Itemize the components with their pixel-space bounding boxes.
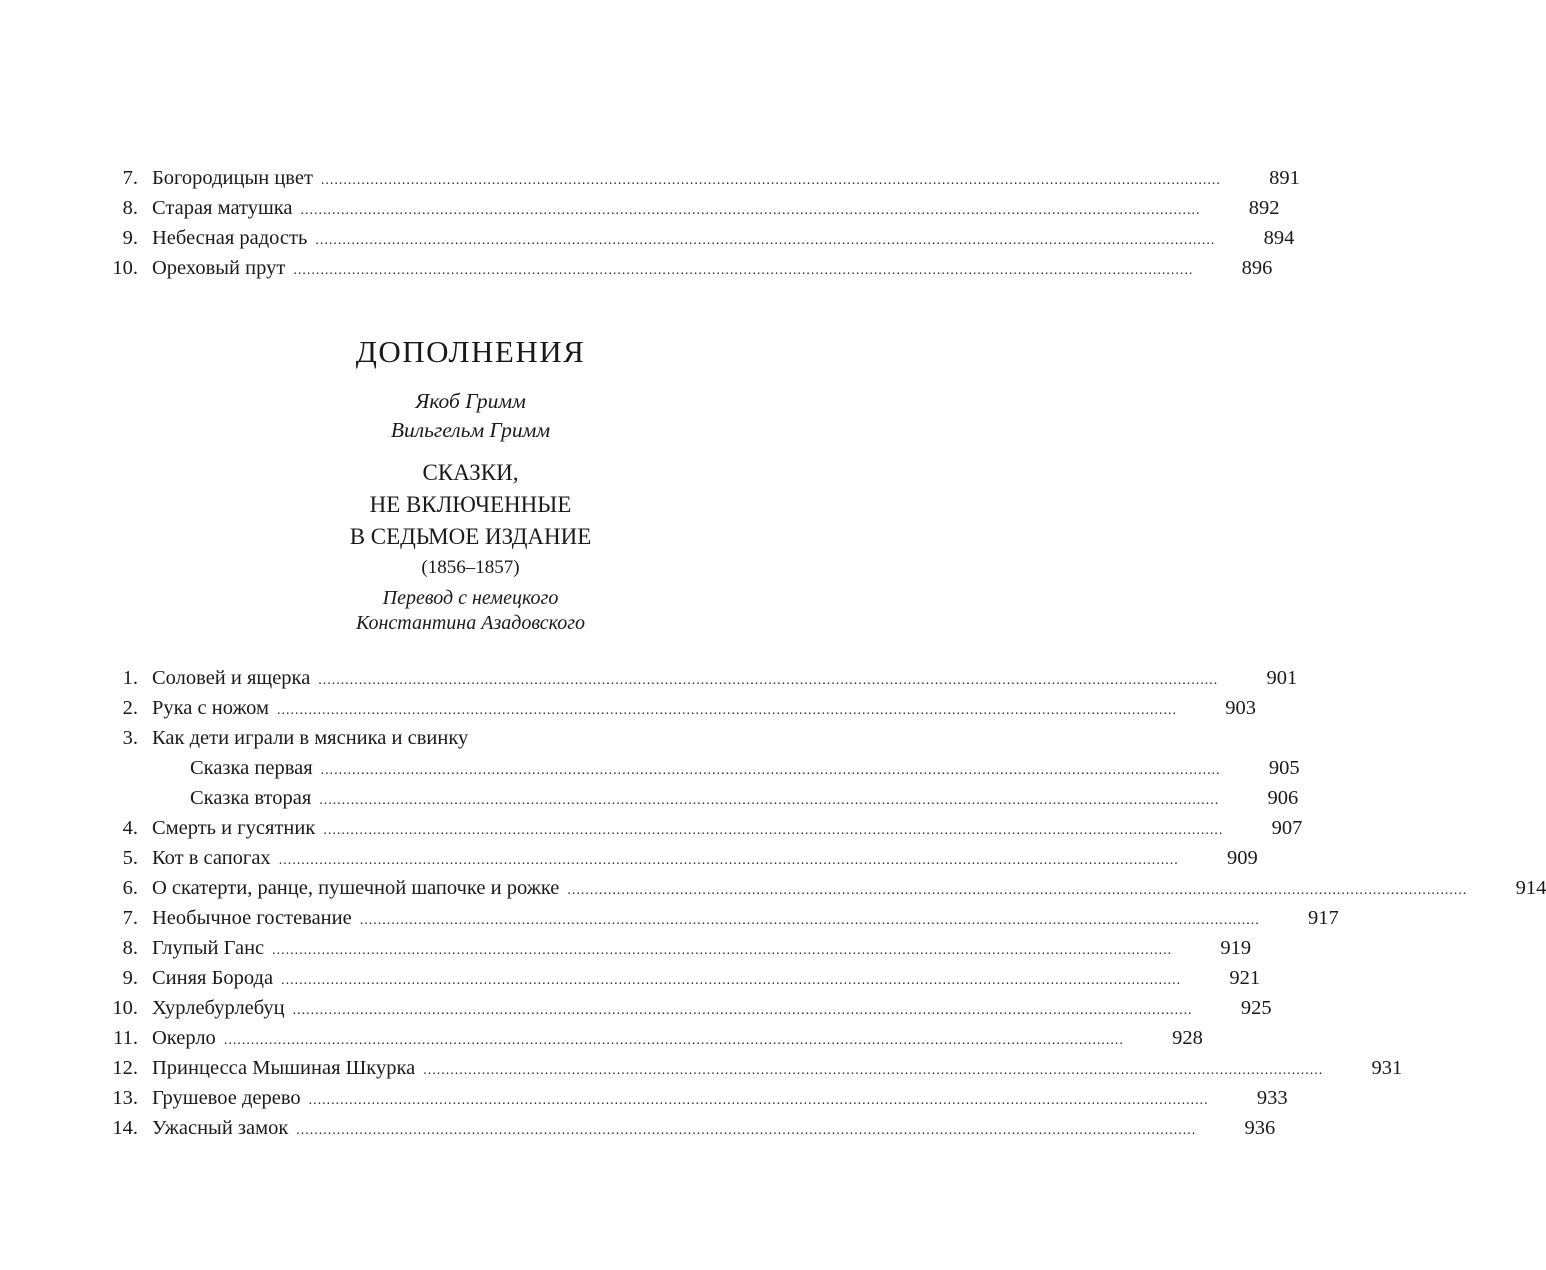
dot-leader: ........................................................................................................................................................................................................ (296, 1123, 1197, 1138)
toc-list-main (100, 663, 1546, 1143)
toc-list-top (100, 163, 1300, 283)
toc-entry[interactable] (100, 813, 1303, 843)
entry-title: Сказка первая (190, 757, 313, 779)
entry-number: 5. (122, 847, 138, 869)
dot-leader: ........................................................................................................................................................................................................ (278, 853, 1179, 868)
entry-page-number: 936 (1244, 1117, 1276, 1139)
entry-number: 7. (122, 167, 138, 189)
entry-page-number: 907 (1271, 817, 1303, 839)
entry-number: 2. (122, 697, 138, 719)
toc-entry[interactable] (100, 663, 1298, 693)
entry-title: Окерло (152, 1027, 216, 1049)
toc-entry[interactable] (100, 723, 831, 753)
toc-entry[interactable] (100, 993, 1272, 1023)
toc-entry[interactable] (100, 873, 1546, 903)
entry-number: 12. (112, 1057, 138, 1079)
entry-number: 1. (122, 667, 138, 689)
toc-entry[interactable] (100, 163, 1300, 193)
dot-leader: ........................................................................................................................................................................................................ (223, 1033, 1124, 1048)
dot-leader: ........................................................................................................................................................................................................ (300, 203, 1201, 218)
entry-page-number: 928 (1172, 1027, 1203, 1049)
dot-leader: ........................................................................................................................................................................................................ (323, 823, 1224, 838)
entry-title: Принцесса Мышиная Шкурка (152, 1057, 416, 1079)
dot-leader: ........................................................................................................................................................................................................ (567, 883, 1468, 898)
author-wilhelm: Вильгельм Гримм (390, 418, 551, 442)
entry-title: Соловей и ящерка (152, 667, 311, 689)
entry-page-number: 901 (1266, 667, 1298, 689)
entry-title: Грушевое дерево (152, 1087, 301, 1109)
entry-title: Хурлебурлебуц (152, 997, 285, 1019)
entry-page-number: 931 (1371, 1057, 1403, 1079)
entry-page-number: 906 (1267, 787, 1299, 809)
book-title-line-3: В СЕДЬМОЕ ИЗДАНИЕ (349, 524, 592, 549)
entry-title: Ужасный замок (152, 1117, 289, 1139)
book-title-line-2: НЕ ВКЛЮЧЕННЫЕ (369, 492, 572, 517)
entry-title: О скатерти, ранце, пушечной шапочке и рожке (152, 877, 560, 899)
toc-entry[interactable] (100, 1113, 1276, 1143)
entry-number: 7. (122, 907, 138, 929)
entry-number: 13. (112, 1087, 138, 1109)
entry-number: 10. (112, 997, 138, 1019)
entry-number: 9. (122, 227, 138, 249)
toc-entry[interactable] (100, 223, 1295, 253)
dot-leader: ........................................................................................................................................................................................................ (318, 673, 1219, 688)
entry-number: 14. (112, 1117, 138, 1139)
entry-title: Как дети играли в мясника и свинку (152, 727, 469, 749)
toc-entry[interactable] (100, 1023, 1203, 1053)
entry-title: Синяя Борода (152, 967, 274, 989)
entry-page-number: 917 (1307, 907, 1339, 929)
entry-page-number: 925 (1240, 997, 1272, 1019)
toc-entry[interactable] (100, 753, 1300, 783)
entry-page-number: 933 (1256, 1087, 1288, 1109)
toc-entry[interactable] (100, 963, 1261, 993)
toc-entry[interactable] (100, 1083, 1288, 1113)
dot-leader: ........................................................................................................................................................................................................ (276, 703, 1177, 718)
toc-entry[interactable] (100, 1053, 1403, 1083)
entry-number: 3. (122, 727, 138, 749)
years: (1856–1857) (421, 557, 520, 578)
section-heading: ДОПОЛНЕНИЯ (355, 334, 586, 369)
dot-leader: ........................................................................................................................................................................................................ (320, 173, 1221, 188)
entry-title: Необычное гостевание (152, 907, 352, 929)
toc-entry[interactable] (100, 253, 1273, 283)
entry-number: 6. (122, 877, 138, 899)
entry-number: 10. (112, 257, 138, 279)
entry-title: Кот в сапогах (152, 847, 271, 869)
entry-page-number: 909 (1226, 847, 1258, 869)
dot-leader: ........................................................................................................................................................................................................ (272, 943, 1173, 958)
entry-page-number: 896 (1241, 257, 1273, 279)
entry-page-number: 894 (1263, 227, 1295, 249)
toc-entry[interactable] (100, 933, 1252, 963)
toc-entry[interactable] (100, 193, 1280, 223)
entry-title: Ореховый прут (152, 257, 286, 279)
translation-line-2: Константина Азадовского (355, 612, 586, 634)
entry-page-number: 903 (1225, 697, 1256, 719)
dot-leader: ........................................................................................................................................................................................................ (423, 1063, 1324, 1078)
author-jacob: Якоб Гримм (415, 389, 526, 413)
dot-leader: ........................................................................................................................................................................................................ (319, 793, 1220, 808)
entry-page-number: 891 (1269, 167, 1300, 189)
entry-page-number: 914 (1515, 877, 1546, 899)
toc-entry[interactable] (100, 693, 1256, 723)
dot-leader: ........................................................................................................................................................................................................ (281, 973, 1182, 988)
entry-number: 11. (113, 1027, 138, 1049)
toc-entry[interactable] (100, 783, 1299, 813)
translation-line-1: Перевод с немецкого (382, 587, 559, 609)
entry-page-number: 921 (1229, 967, 1261, 989)
entry-page-number: 892 (1248, 197, 1280, 219)
book-title-line-1: СКАЗКИ, (422, 460, 519, 485)
entry-number: 8. (122, 197, 138, 219)
entry-title: Сказка вторая (190, 787, 312, 809)
dot-leader: ........................................................................................................................................................................................................ (292, 1003, 1193, 1018)
entry-title: Смерть и гусятник (152, 817, 316, 839)
dot-leader: ........................................................................................................................................................................................................ (293, 263, 1194, 278)
dot-leader: ........................................................................................................................................................................................................ (359, 913, 1260, 928)
entry-number: 9. (122, 967, 138, 989)
toc-entry[interactable] (100, 843, 1258, 873)
entry-number: 4. (122, 817, 138, 839)
entry-page-number: 919 (1220, 937, 1252, 959)
entry-number: 8. (122, 937, 138, 959)
dot-leader: ........................................................................................................................................................................................................ (308, 1093, 1209, 1108)
entry-page-number: 905 (1268, 757, 1300, 779)
entry-title: Небесная радость (152, 227, 308, 249)
entry-title: Глупый Ганс (152, 937, 265, 959)
dot-leader: ........................................................................................................................................................................................................ (315, 233, 1216, 248)
entry-title: Старая матушка (152, 197, 293, 219)
toc-entry[interactable] (100, 903, 1339, 933)
entry-title: Рука с ножом (152, 697, 269, 719)
entry-title: Богородицын цвет (152, 167, 313, 189)
dot-leader: ........................................................................................................................................................................................................ (320, 763, 1221, 778)
